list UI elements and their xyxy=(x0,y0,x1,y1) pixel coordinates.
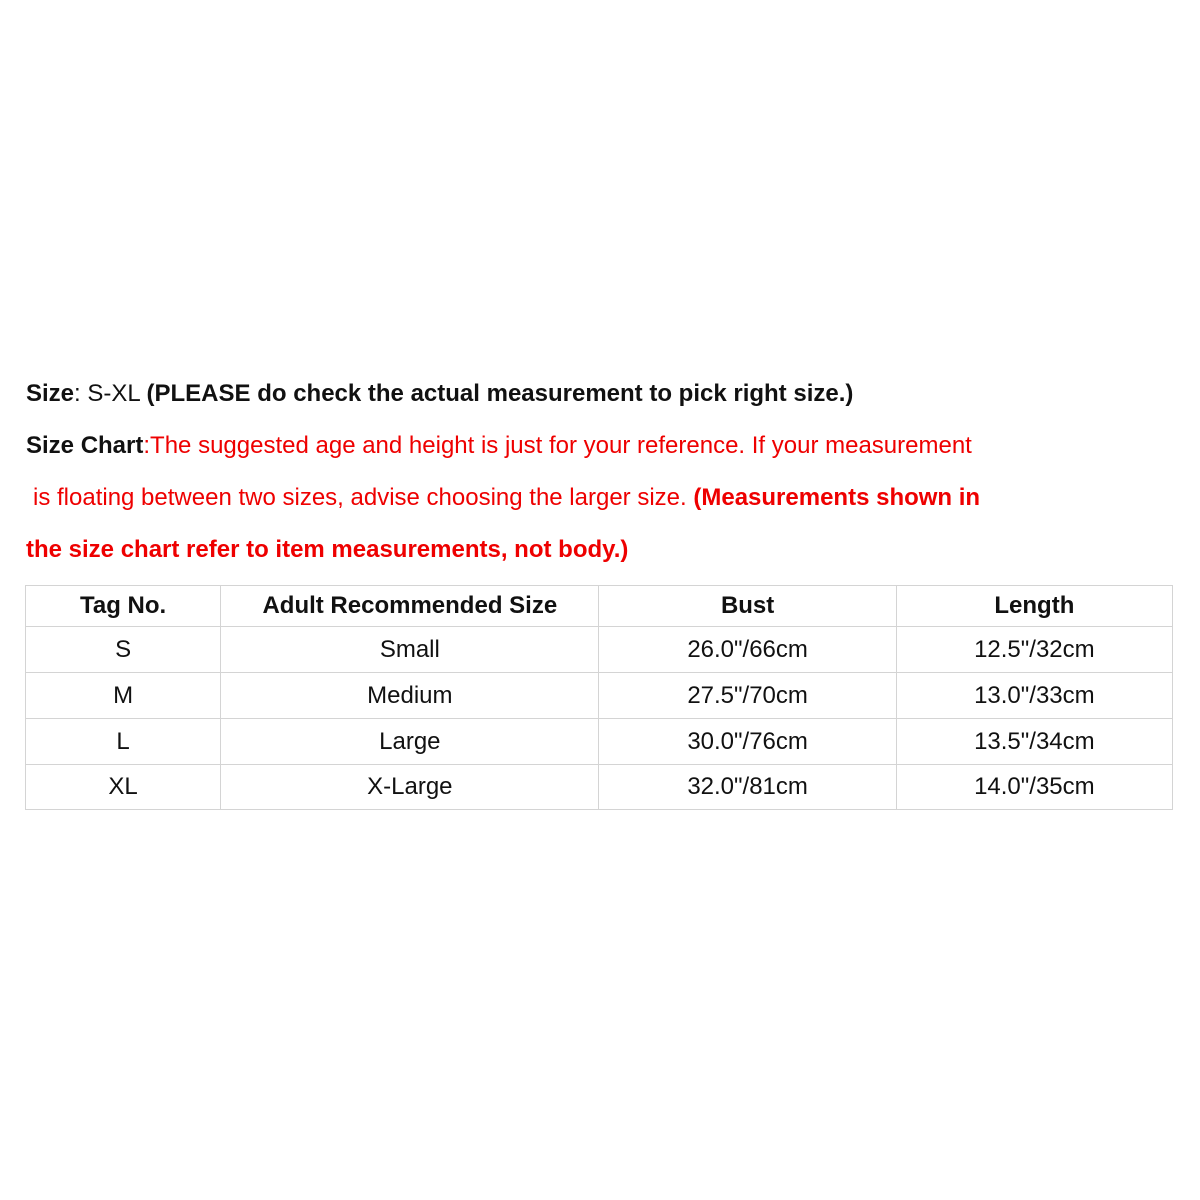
size-chart-note-2: the size chart refer to item measurements, not body.) xyxy=(26,536,629,563)
size-chart-line-1 xyxy=(26,420,1176,472)
cell-bust: 27.5"/70cm xyxy=(599,673,896,719)
size-label: Size xyxy=(26,380,75,407)
cell-tag: XL xyxy=(26,765,221,810)
cell-tag: S xyxy=(26,627,221,673)
cell-bust: 30.0"/76cm xyxy=(599,719,896,765)
cell-length: 13.0"/33cm xyxy=(896,673,1172,719)
cell-size: Small xyxy=(221,627,599,673)
size-chart-table xyxy=(25,585,1173,810)
size-colon: : xyxy=(74,380,88,407)
table-header-row xyxy=(26,586,1173,627)
size-chart-label: Size Chart xyxy=(26,432,144,459)
size-description xyxy=(26,368,1176,576)
header-bust: Bust xyxy=(599,586,896,627)
table-row xyxy=(26,765,1173,810)
size-chart-note-1: (Measurements shown in xyxy=(693,484,981,511)
cell-tag: M xyxy=(26,673,221,719)
size-chart-text-2: is floating between two sizes, advise choosing the larger size. xyxy=(33,484,694,511)
cell-bust: 26.0"/66cm xyxy=(599,627,896,673)
table-row xyxy=(26,673,1173,719)
size-note: (PLEASE do check the actual measurement to pick right size.) xyxy=(146,380,854,407)
size-value: S-XL xyxy=(87,380,147,407)
size-range-line xyxy=(26,368,1176,420)
size-chart-line-3 xyxy=(26,524,1176,576)
header-tag-no: Tag No. xyxy=(26,586,221,627)
size-chart-colon: : xyxy=(143,432,151,459)
cell-bust: 32.0"/81cm xyxy=(599,765,896,810)
cell-size: X-Large xyxy=(221,765,599,810)
header-adult-size: Adult Recommended Size xyxy=(221,586,599,627)
cell-length: 14.0"/35cm xyxy=(896,765,1172,810)
cell-length: 13.5"/34cm xyxy=(896,719,1172,765)
table-row xyxy=(26,719,1173,765)
cell-size: Medium xyxy=(221,673,599,719)
header-length: Length xyxy=(896,586,1172,627)
size-chart-line-2 xyxy=(26,472,1176,524)
cell-tag: L xyxy=(26,719,221,765)
cell-size: Large xyxy=(221,719,599,765)
size-chart-text-1: The suggested age and height is just for your reference. If your measurement xyxy=(150,432,972,459)
table-row xyxy=(26,627,1173,673)
cell-length: 12.5"/32cm xyxy=(896,627,1172,673)
